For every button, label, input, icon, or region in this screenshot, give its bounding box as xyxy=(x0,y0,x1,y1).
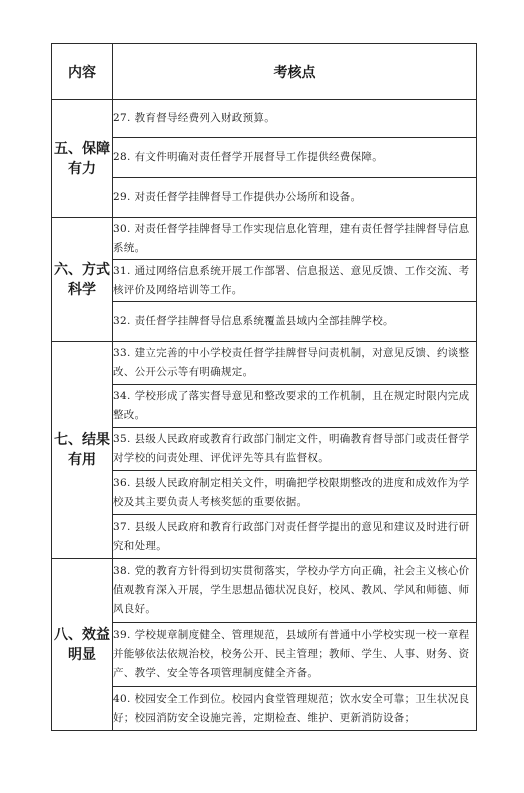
header-content: 内容 xyxy=(52,44,113,100)
item-number: 29. xyxy=(113,191,131,203)
item-cell xyxy=(113,342,477,385)
category-subtitle: 科学 xyxy=(68,281,96,298)
table-row xyxy=(52,100,477,138)
item-cell xyxy=(113,623,477,687)
item-text: 党的教育方针得到切实贯彻落实，学校办学方向正确，社会主义核心价值观教育深入开展，学生思想品德状况良好，校风、教风、学风和师德、师风良好。 xyxy=(113,565,470,615)
table-row xyxy=(52,687,477,731)
item-text: 学校形成了落实督导意见和整改要求的工作机制，且在规定时限内完成整改。 xyxy=(113,390,470,421)
item-text: 对责任督学挂牌督导工作实现信息化管理，建有责任督学挂牌督导信息系统。 xyxy=(113,222,470,254)
item-text: 县级人民政府制定相关文件，明确把学校限期整改的进度和成效作为学校及其主要负责人考核奖惩的重要依据。 xyxy=(113,476,470,508)
table-row xyxy=(52,428,477,471)
table-header-row xyxy=(52,44,477,100)
item-text: 县级人民政府或教育行政部门制定文件，明确教育督导部门或责任督学对学校的问责处理、评优评先等具有监督权。 xyxy=(113,433,470,464)
category-subtitle: 明显 xyxy=(68,646,96,663)
category-subtitle: 有用 xyxy=(68,452,96,468)
category-cell xyxy=(52,342,113,559)
item-cell xyxy=(113,385,477,428)
item-cell xyxy=(113,471,477,515)
item-cell xyxy=(113,302,477,342)
category-title: 五、保障 xyxy=(54,140,110,157)
table-row xyxy=(52,138,477,178)
table-row xyxy=(52,302,477,342)
item-cell xyxy=(113,178,477,218)
table-row xyxy=(52,623,477,687)
table-row xyxy=(52,260,477,302)
item-cell xyxy=(113,138,477,178)
table-row xyxy=(52,559,477,623)
item-number: 37. xyxy=(113,520,131,533)
item-number: 33. xyxy=(113,347,131,359)
category-title: 六、方式 xyxy=(54,261,110,278)
item-text: 对责任督学挂牌督导工作提供办公场所和设备。 xyxy=(134,191,362,203)
table-row xyxy=(52,218,477,260)
item-text: 责任督学挂牌督导信息系统覆盖县域内全部挂牌学校。 xyxy=(134,315,394,327)
table-row xyxy=(52,471,477,515)
item-text: 有文件明确对责任督学开展督导工作提供经费保障。 xyxy=(134,151,384,163)
item-number: 39. xyxy=(113,629,131,641)
item-number: 32. xyxy=(113,315,131,327)
category-cell xyxy=(52,218,113,342)
item-text: 建立完善的中小学校责任督学挂牌督导问责机制，对意见反馈、约谈整改、公开公示等有明确规定。 xyxy=(113,347,470,378)
category-title: 七、结果 xyxy=(54,432,110,448)
item-cell xyxy=(113,428,477,471)
item-cell xyxy=(113,260,477,302)
table-row xyxy=(52,178,477,218)
item-cell xyxy=(113,218,477,260)
item-number: 30. xyxy=(113,222,131,235)
item-cell xyxy=(113,515,477,559)
item-text: 县级人民政府和教育行政部门对责任督学提出的意见和建议及时进行研究和处理。 xyxy=(113,520,470,552)
item-number: 36. xyxy=(113,476,131,489)
item-number: 27. xyxy=(113,112,131,124)
item-number: 35. xyxy=(113,433,131,445)
item-number: 38. xyxy=(113,565,131,577)
item-cell xyxy=(113,687,477,731)
item-text: 教育督导经费列入财政预算。 xyxy=(134,112,276,124)
category-cell xyxy=(52,559,113,731)
item-number: 40. xyxy=(113,692,131,705)
table-row xyxy=(52,515,477,559)
header-assessment-points: 考核点 xyxy=(113,44,477,100)
category-subtitle: 有力 xyxy=(68,160,96,177)
item-text: 通过网络信息系统开展工作部署、信息报送、意见反馈、工作交流、考核评价及网络培训等工作。 xyxy=(113,264,470,296)
item-number: 34. xyxy=(113,390,131,402)
item-cell xyxy=(113,559,477,623)
assessment-table xyxy=(51,43,477,731)
item-text: 学校规章制度健全、管理规范，县域所有普通中小学校实现一校一章程并能够依法依规治校，校务公开、民主管理；教师、学生、人事、财务、资产、教学、安全等各项管理制度健全齐备。 xyxy=(113,629,470,679)
table-row xyxy=(52,342,477,385)
item-cell xyxy=(113,100,477,138)
item-number: 31. xyxy=(113,264,131,277)
item-text: 校园安全工作到位。校园内食堂管理规范；饮水安全可靠；卫生状况良好；校园消防安全设施完善，定期检查、维护、更新消防设备； xyxy=(113,692,470,724)
category-cell xyxy=(52,100,113,218)
table-row xyxy=(52,385,477,428)
item-number: 28. xyxy=(113,151,131,163)
category-title: 八、效益 xyxy=(54,626,110,643)
